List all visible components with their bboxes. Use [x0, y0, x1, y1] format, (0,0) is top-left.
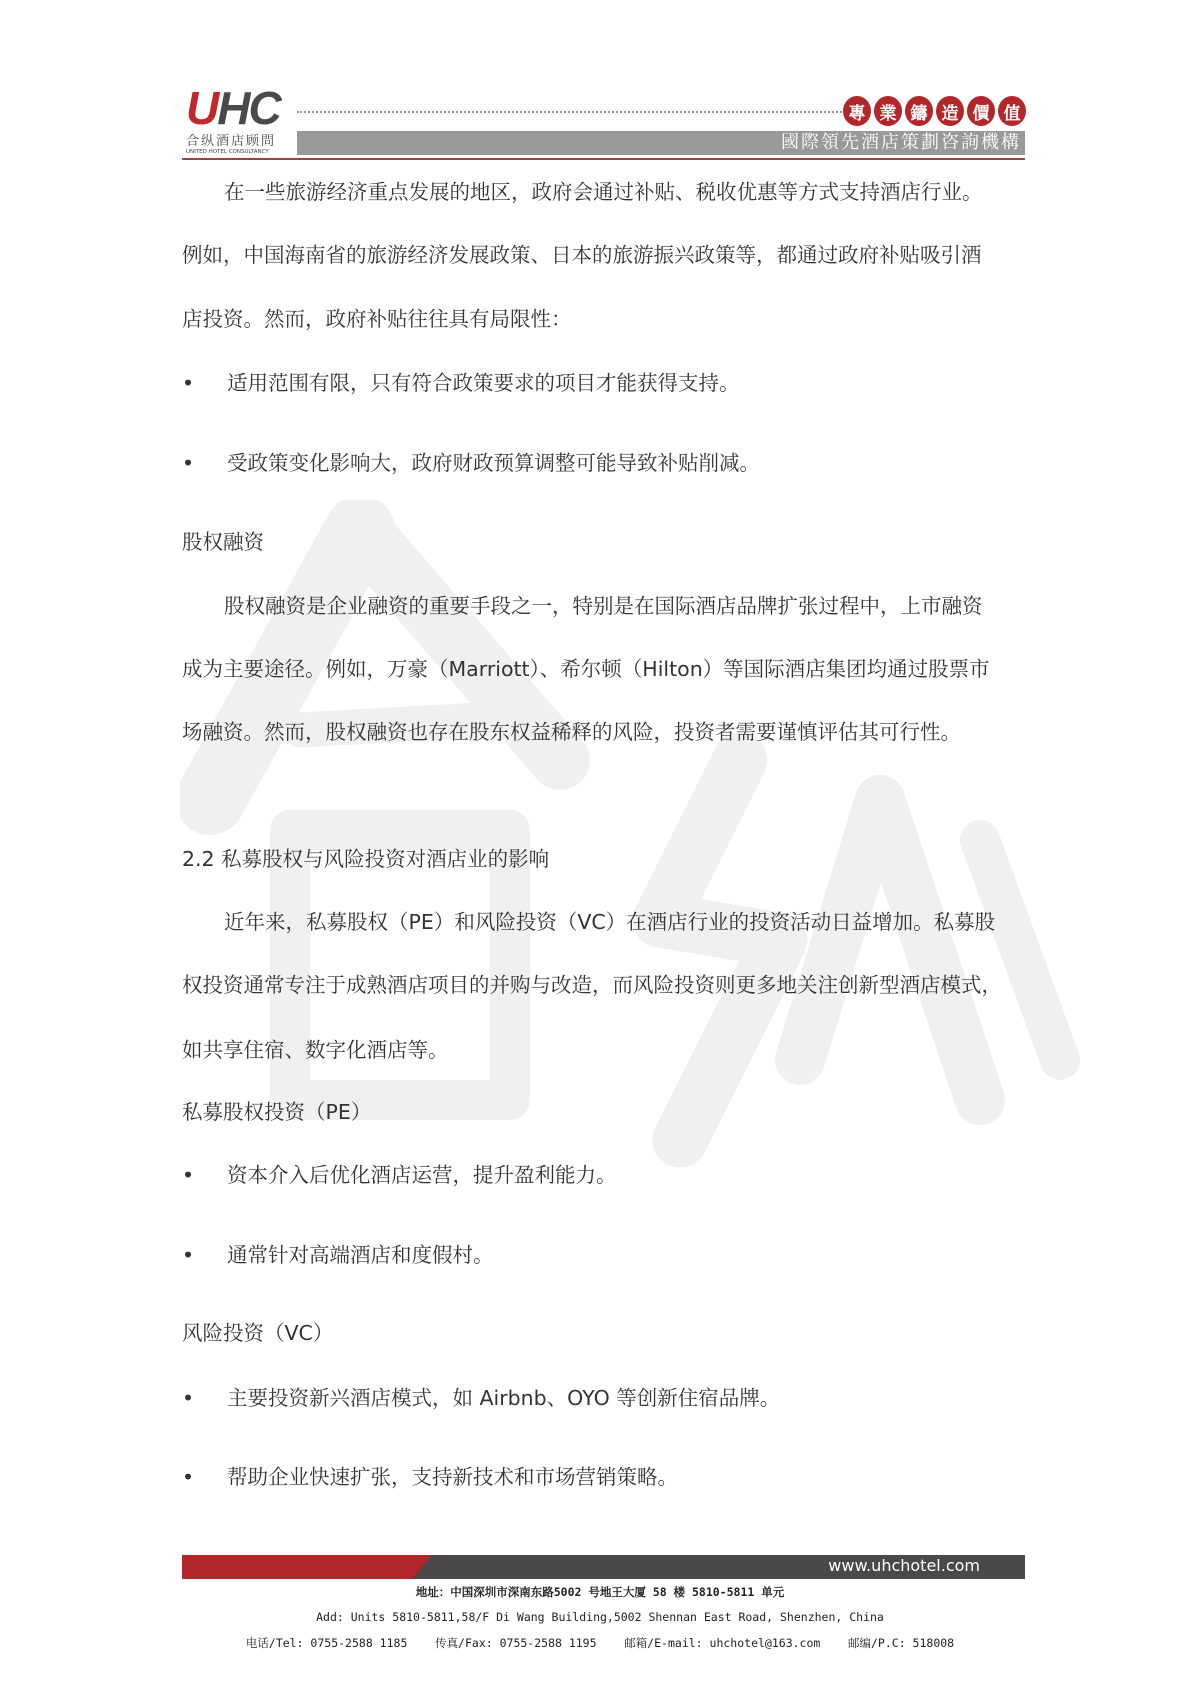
- header-dotted-line: [297, 111, 842, 113]
- bullet: •: [182, 1163, 195, 1187]
- section-heading: 私募股权投资（PE）: [182, 1100, 372, 1124]
- list-item: [182, 450, 760, 476]
- list-item-text: 通常针对高端酒店和度假村。: [227, 1243, 494, 1267]
- paragraph-line: 成为主要途径。例如，万豪（Marriott）、希尔顿（Hilton）等国际酒店集团均通过股票市: [182, 657, 990, 681]
- paragraph-line: 如共享住宿、数字化酒店等。: [182, 1038, 449, 1062]
- section-heading: 2.2 私募股权与风险投资对酒店业的影响: [182, 847, 550, 871]
- bullet: •: [182, 1465, 195, 1489]
- list-item: [182, 1385, 780, 1411]
- list-item-text: 适用范围有限，只有符合政策要求的项目才能获得支持。: [227, 371, 740, 395]
- footer-red-stripe: [182, 1555, 432, 1579]
- bullet: •: [182, 1243, 195, 1267]
- bullet: •: [182, 1386, 195, 1410]
- seal: 鑄: [905, 96, 933, 126]
- uhc-logo: [186, 82, 280, 155]
- logo-letters: UHC: [186, 82, 280, 134]
- footer-bar: [182, 1555, 1025, 1579]
- list-item-text: 主要投资新兴酒店模式，如 Airbnb、OYO 等创新住宿品牌。: [227, 1386, 781, 1410]
- list-item-text: 资本介入后优化酒店运营，提升盈利能力。: [227, 1163, 617, 1187]
- list-item-text: 受政策变化影响大，政府财政预算调整可能导致补贴削减。: [227, 451, 760, 475]
- footer-contact: 电话/Tel: 0755-2588 1185 传真/Fax: 0755-2588 1195 邮箱/E-mail: uhchotel@163.com 邮编/P.C: 518008: [245, 1636, 955, 1650]
- list-item: [182, 1162, 617, 1188]
- bullet: •: [182, 451, 195, 475]
- list-item: [182, 370, 740, 396]
- bullet: •: [182, 371, 195, 395]
- list-item: [182, 1464, 678, 1490]
- paragraph-line: 近年来，私募股权（PE）和风险投资（VC）在酒店行业的投资活动日益增加。私募股: [224, 910, 996, 934]
- paragraph-line: 在一些旅游经济重点发展的地区，政府会通过补贴、税收优惠等方式支持酒店行业。: [224, 180, 983, 204]
- header-tagline: 國際領先酒店策劃咨詢機構: [297, 131, 1025, 155]
- header-seals: [843, 96, 1026, 126]
- paragraph-line: 例如，中国海南省的旅游经济发展政策、日本的旅游振兴政策等，都通过政府补贴吸引酒: [182, 243, 982, 267]
- paragraph-line: 店投资。然而，政府补贴往往具有局限性：: [182, 307, 572, 331]
- seal: 造: [936, 96, 964, 126]
- paragraph-line: 场融资。然而，股权融资也存在股东权益稀释的风险，投资者需要谨慎评估其可行性。: [182, 720, 961, 744]
- paragraph-line: 股权融资是企业融资的重要手段之一，特别是在国际酒店品牌扩张过程中，上市融资: [224, 594, 983, 618]
- logo-en: UNITED HOTEL CONSULTANCY: [186, 149, 269, 155]
- watermark-stroke: [660, 760, 780, 1140]
- section-heading: 股权融资: [182, 530, 264, 554]
- footer-address-en: Add: Units 5810-5811,58/F Di Wang Building,5002 Shennan East Road, Shenzhen, China: [316, 1610, 884, 1624]
- watermark-stroke: [980, 840, 1060, 1060]
- seal: 專: [843, 96, 871, 126]
- seal: 業: [874, 96, 902, 126]
- section-heading: 风险投资（VC）: [182, 1321, 334, 1345]
- list-item-text: 帮助企业快速扩张，支持新技术和市场营销策略。: [227, 1465, 678, 1489]
- logo-cn: 合纵酒店顾問: [186, 134, 277, 149]
- footer-address-cn: 地址：中国深圳市深南东路5002 号地王大厦 58 楼 5810-5811 单元: [415, 1585, 785, 1599]
- seal: 價: [967, 96, 995, 126]
- list-item: [182, 1242, 494, 1268]
- header-divider: [182, 158, 1025, 160]
- paragraph-line: 权投资通常专注于成熟酒店项目的并购与改造，而风险投资则更多地关注创新型酒店模式，: [182, 973, 1002, 997]
- seal: 值: [998, 96, 1026, 126]
- website-link[interactable]: www.uhchotel.com: [828, 1556, 980, 1575]
